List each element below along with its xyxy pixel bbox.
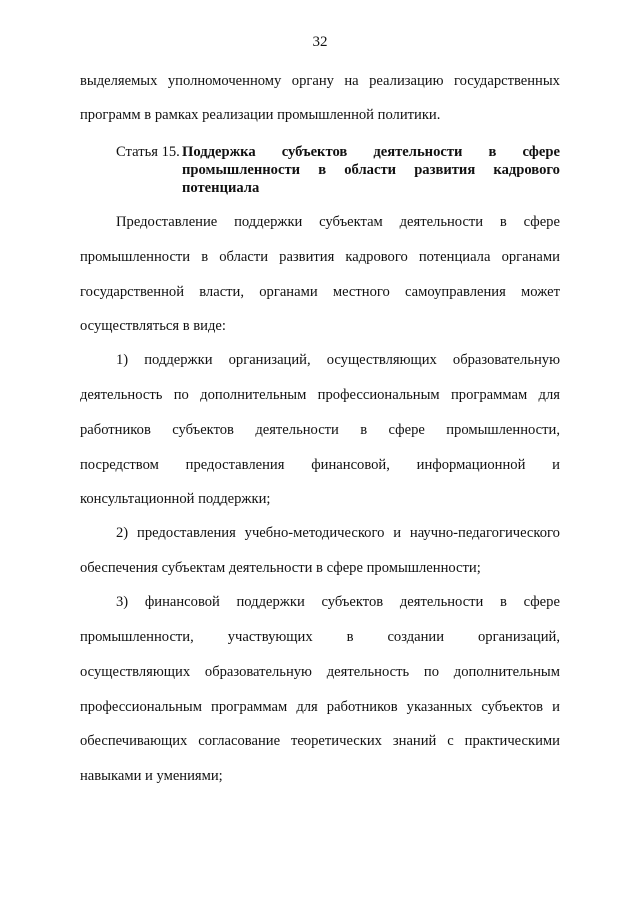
word: информационной xyxy=(416,457,526,473)
word: органами xyxy=(501,249,560,265)
word: органами xyxy=(259,284,318,300)
text-line: программ в рамках реализации промышленной политики. xyxy=(80,107,441,123)
word: местного xyxy=(332,284,390,300)
word: и xyxy=(552,699,560,715)
word: с xyxy=(447,733,454,749)
word: работников xyxy=(326,699,398,715)
word: практическими xyxy=(464,733,560,749)
text-line xyxy=(80,72,560,90)
text-line: навыками и умениями; xyxy=(80,768,223,784)
word: создании xyxy=(387,629,445,645)
text-line xyxy=(80,628,560,646)
word: сфере xyxy=(523,214,560,230)
word: работников xyxy=(80,422,151,438)
word: субъектов xyxy=(481,699,544,715)
word: дополнительным xyxy=(453,664,560,680)
word: в xyxy=(499,214,507,230)
word: согласование xyxy=(198,733,281,749)
word: промышленности, xyxy=(80,629,194,645)
word: обеспечивающих xyxy=(80,733,188,749)
word: в xyxy=(318,162,327,178)
word: организаций, xyxy=(228,352,311,368)
word: и xyxy=(393,525,402,541)
article-title-line xyxy=(182,161,560,179)
word: промышленности xyxy=(80,249,191,265)
word: субъектов xyxy=(172,422,234,438)
word: деятельности xyxy=(399,214,484,230)
word: промышленности, xyxy=(446,422,560,438)
text-line xyxy=(80,698,560,716)
word: предоставления xyxy=(185,457,285,473)
word: профессиональным xyxy=(80,699,202,715)
word: для xyxy=(296,699,318,715)
word: учебно-методического xyxy=(244,525,385,541)
word: субъектов xyxy=(281,144,348,160)
word: области xyxy=(344,162,397,178)
text-line: обеспечения субъектам деятельности в сфере промышленности; xyxy=(80,560,481,576)
word: 3) xyxy=(116,594,129,610)
word: в xyxy=(201,249,209,265)
text-line: консультационной поддержки; xyxy=(80,491,271,507)
word: субъектам xyxy=(319,214,383,230)
text-line xyxy=(80,732,560,750)
word: профессиональным xyxy=(317,387,440,403)
word: и xyxy=(552,457,560,473)
word: деятельность xyxy=(326,664,410,680)
word: в xyxy=(488,144,497,160)
word: указанных xyxy=(406,699,473,715)
text-line xyxy=(116,593,560,611)
text-line xyxy=(116,351,560,369)
word: деятельности xyxy=(399,594,484,610)
word: программам xyxy=(450,387,528,403)
word: промышленности xyxy=(182,162,301,178)
text-line xyxy=(116,213,560,231)
word: самоуправления xyxy=(405,284,506,300)
word: на xyxy=(344,73,359,89)
word: сфере xyxy=(388,422,425,438)
text-line xyxy=(116,524,560,542)
word: посредством xyxy=(80,457,159,473)
text-line xyxy=(80,421,560,439)
word: 2) xyxy=(116,525,129,541)
word: поддержки xyxy=(144,352,213,368)
word: органу xyxy=(291,73,334,89)
word: осуществляющих xyxy=(80,664,191,680)
word: поддержки xyxy=(236,594,305,610)
word: научно-педагогического xyxy=(409,525,560,541)
word: в xyxy=(500,594,507,610)
word: кадрового xyxy=(345,249,408,265)
word: сфере xyxy=(522,144,560,160)
text-line xyxy=(80,248,560,266)
word: сфере xyxy=(523,594,560,610)
word: образовательную xyxy=(204,664,312,680)
page-number: 32 xyxy=(312,34,328,50)
word: деятельности xyxy=(373,144,463,160)
word: субъектов xyxy=(321,594,384,610)
word: в xyxy=(346,629,354,645)
word: Поддержка xyxy=(182,144,256,160)
word: развития xyxy=(279,249,335,265)
word: поддержки xyxy=(234,214,303,230)
word: потенциала xyxy=(418,249,491,265)
word: деятельности xyxy=(255,422,339,438)
word: организаций, xyxy=(478,629,560,645)
word: государственных xyxy=(453,73,560,89)
word: программам xyxy=(211,699,288,715)
article-label: Статья 15. xyxy=(116,144,180,160)
word: выделяемых xyxy=(80,73,158,89)
word: Предоставление xyxy=(116,214,218,230)
word: участвующих xyxy=(227,629,313,645)
word: 1) xyxy=(116,352,129,368)
word: по xyxy=(423,664,439,680)
word: финансовой xyxy=(144,594,220,610)
word: уполномоченному xyxy=(167,73,282,89)
word: знаний xyxy=(392,733,437,749)
word: осуществляющих xyxy=(326,352,437,368)
word: деятельность xyxy=(80,387,163,403)
text-line xyxy=(80,663,560,681)
word: реализацию xyxy=(369,73,444,89)
word: в xyxy=(360,422,368,438)
word: финансовой, xyxy=(311,457,390,473)
text-line xyxy=(80,456,560,474)
article-title-line: потенциала xyxy=(182,180,260,196)
word: по xyxy=(173,387,189,403)
article-title-line xyxy=(182,143,560,161)
word: государственной xyxy=(80,284,185,300)
word: власти, xyxy=(199,284,245,300)
word: дополнительным xyxy=(200,387,307,403)
text-line: осуществляться в виде: xyxy=(80,318,226,334)
word: предоставления xyxy=(137,525,236,541)
text-line xyxy=(80,283,560,301)
word: может xyxy=(521,284,560,300)
text-line xyxy=(80,386,560,404)
word: образовательную xyxy=(452,352,560,368)
word: развития xyxy=(414,162,476,178)
word: области xyxy=(219,249,269,265)
word: кадрового xyxy=(493,162,560,178)
word: теоретических xyxy=(290,733,382,749)
word: для xyxy=(538,387,560,403)
